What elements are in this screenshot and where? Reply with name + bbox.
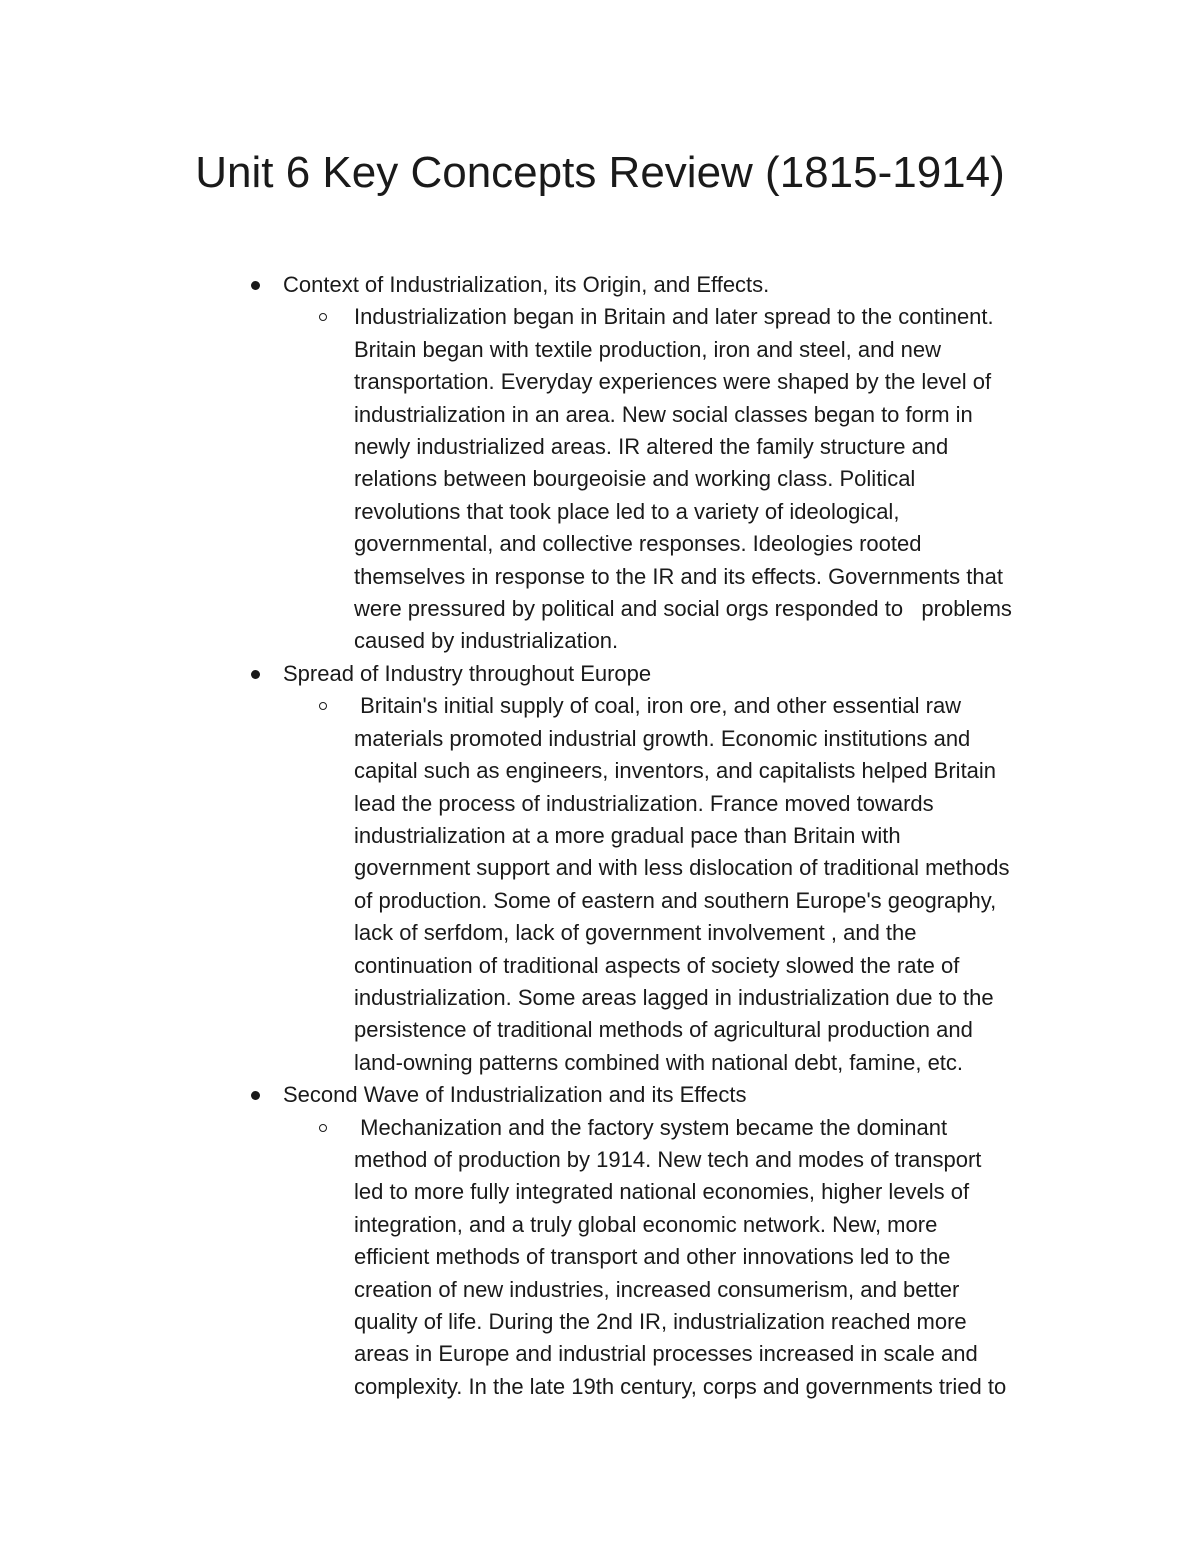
outline-item-row xyxy=(0,658,1200,690)
text-line: industrialization in an area. New social classes began to form in xyxy=(354,401,973,427)
text-line: quality of life. During the 2nd IR, industrialization reached more xyxy=(354,1309,967,1334)
text-line: industrialization. Some areas lagged in industrialization due to the xyxy=(354,984,994,1010)
text-line: persistence of traditional methods of agricultural production and xyxy=(354,1017,973,1043)
text-line: integration, and a truly global economic network. New, more xyxy=(354,1211,938,1237)
text-line: governmental, and collective responses. Ideologies rooted xyxy=(354,531,922,557)
outline-list xyxy=(0,269,1200,1403)
text-line: continuation of traditional aspects of society slowed the rate of xyxy=(354,952,960,978)
sub-item-text xyxy=(0,301,1060,657)
text-line: Mechanization and the factory system became the dominant xyxy=(354,1114,948,1140)
bullet-dot-icon xyxy=(251,1091,260,1100)
text-line: materials promoted industrial growth. Economic institutions and xyxy=(354,725,971,751)
bullet-dot-icon xyxy=(251,670,260,679)
text-line: industrialization at a more gradual pace than Britain with xyxy=(354,822,901,848)
outline-item-row xyxy=(0,1079,1200,1111)
page-title: Unit 6 Key Concepts Review (1815-1914) xyxy=(195,148,1005,197)
text-line: land-owning patterns combined with national debt, famine, etc. xyxy=(354,1049,964,1075)
text-line: complexity. In the late 19th century, corps and governments tried to xyxy=(354,1373,1007,1399)
sub-item-text xyxy=(0,690,1060,1079)
outline-item-heading: Spread of Industry throughout Europe xyxy=(283,660,652,686)
outline-item xyxy=(0,1079,1200,1403)
outline-item-row xyxy=(0,269,1200,301)
text-line: government support and with less dislocation of traditional methods xyxy=(354,855,1010,881)
sub-item xyxy=(0,1112,1200,1404)
text-line: Britain's initial supply of coal, iron ore, and other essential raw xyxy=(354,693,962,719)
bullet-dot-icon xyxy=(251,281,260,290)
text-line: capital such as engineers, inventors, and capitalists helped Britain xyxy=(354,758,997,784)
text-line: themselves in response to the IR and its effects. Governments that xyxy=(354,563,1003,589)
text-line: method of production by 1914. New tech and modes of transport xyxy=(354,1146,982,1172)
text-line: efficient methods of transport and other innovations led to the xyxy=(354,1244,951,1270)
text-line: led to more fully integrated national economies, higher levels of xyxy=(354,1179,970,1205)
text-line: Industrialization began in Britain and later spread to the continent. xyxy=(354,304,994,330)
text-line: newly industrialized areas. IR altered the family structure and xyxy=(354,434,949,460)
bullet-circle-icon xyxy=(319,1124,327,1132)
text-line: lack of serfdom, lack of government involvement , and the xyxy=(354,920,917,946)
outline-item xyxy=(0,658,1200,1079)
bullet-circle-icon xyxy=(319,702,327,710)
text-line: lead the process of industrialization. France moved towards xyxy=(354,790,934,816)
outline-item xyxy=(0,269,1200,658)
text-line: were pressured by political and social orgs responded to problems xyxy=(354,596,1012,622)
sub-item-text xyxy=(0,1112,1060,1404)
text-line: of production. Some of eastern and southern Europe's geography, xyxy=(354,887,997,913)
text-line: revolutions that took place led to a variety of ideological, xyxy=(354,498,900,524)
text-line: Britain began with textile production, iron and steel, and new xyxy=(354,336,942,362)
text-line: transportation. Everyday experiences were shaped by the level of xyxy=(354,369,992,395)
text-line: creation of new industries, increased consumerism, and better xyxy=(354,1276,960,1302)
text-line: relations between bourgeoisie and working class. Political xyxy=(354,466,916,492)
bullet-circle-icon xyxy=(319,313,327,321)
sub-item xyxy=(0,301,1200,657)
outline-item-heading: Second Wave of Industrialization and its Effects xyxy=(283,1082,747,1108)
text-line: areas in Europe and industrial processes increased in scale and xyxy=(354,1341,978,1367)
outline-item-heading: Context of Industrialization, its Origin, and Effects. xyxy=(283,272,770,297)
text-line: caused by industrialization. xyxy=(354,628,619,654)
sub-item xyxy=(0,690,1200,1079)
